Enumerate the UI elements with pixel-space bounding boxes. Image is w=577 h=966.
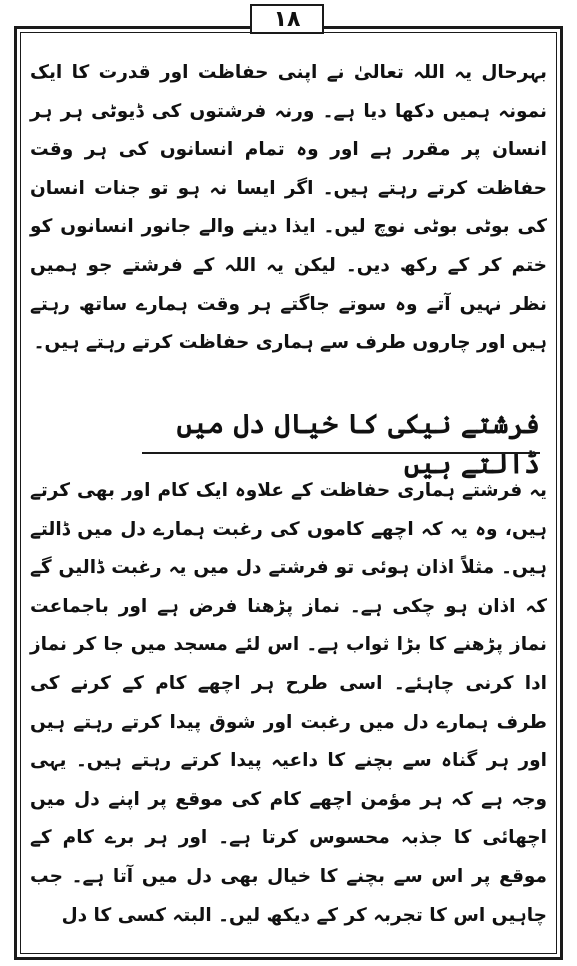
page-number: ١٨ [250,4,324,34]
paragraph-good-thoughts: یہ فرشتے ہماری حفاظت کے علاوہ ایک کام اور بھی کرتے ہیں، وہ یہ کہ اچھے کاموں کی رغبت ہمارے دل میں ڈالتے ہیں۔ مثلاً اذان ہوئی تو فرشتے دل میں یہ رغبت ڈالیں گے کہ اذان ہو چکی ہے۔ نماز پڑھنا فرض ہے اور باجماعت نماز پڑھنے کا بڑا ثواب ہے۔ اس لئے مسجد میں جا کر نماز ادا کرنی چاہئے۔ اسی طرح ہر اچھے کام کے کرنے کی طرف ہمارے دل میں رغبت اور شوق پیدا کرتے رہتے ہیں اور ہر گناہ سے بچنے کا داعیہ پیدا کرتے رہتے ہیں۔ یہی وجہ ہے کہ ہر مؤمن اچھے کام کی موقع پر اپنے دل میں اچھائی کا جذبہ محسوس کرتا ہے۔ اور ہر برے کام کے موقع پر اس سے بچنے کا خیال بھی دل میں آتا ہے۔ جب چاہیں اس کا تجربہ کر کے دیکھ لیں۔ البتہ کسی کا دل [30,480,547,926]
paragraph-protection: بہرحال یہ اللہ تعالیٰ نے اپنی حفاظت اور قدرت کا ایک نمونہ ہمیں دکھا دیا ہے۔ ورنہ فرشتوں کی ڈیوٹی ہر ہر انسان پر مقرر ہے اور وہ تمام انسانوں کی ہر وقت حفاظت کرتے رہتے ہیں۔ اگر ایسا نہ ہو تو جنات انسان کی بوٹی بوٹی نوچ لیں۔ ایذا دینے والے جانور انسانوں کو ختم کر کے رکھ دیں۔ لیکن یہ اللہ کے فرشتے جو ہمیں نظر نہیں آتے وہ سوتے جاگتے ہر وقت ہمارے ساتھ رہتے ہیں اور چاروں طرف سے ہماری حفاظت کرتے رہتے ہیں۔ [30,62,547,354]
section-heading: فرشتے نیکی کا خیال دل میں ڈالتے ہیں [176,409,540,480]
heading-underline [142,452,540,454]
